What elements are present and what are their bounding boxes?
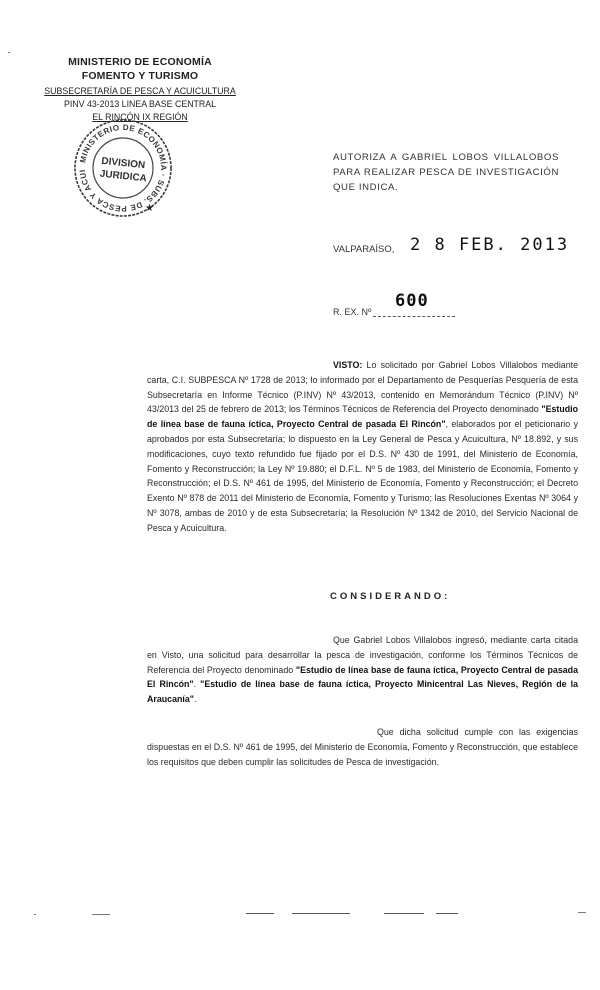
ministry-title: MINISTERIO DE ECONOMÍA [68, 56, 212, 68]
considerando-paragraph-1 [147, 633, 578, 707]
scan-speck [8, 52, 10, 53]
pinv-line: PINV 43-2013 LINEA BASE CENTRAL [63, 99, 217, 109]
bottom-rule [292, 913, 350, 914]
region-line: EL RINCÓN IX REGIÓN [92, 112, 188, 122]
visto-project-name: "Estudio de línea base de fauna íctica, Proyecto Central de pasada El Rincón" [147, 404, 578, 430]
scan-speck [92, 914, 110, 915]
visto-paragraph [147, 358, 578, 536]
visto-label: VISTO: [333, 360, 363, 370]
considerando-p1-end: . [193, 694, 197, 705]
stamp-seal-icon [57, 117, 189, 219]
bottom-rule [246, 913, 274, 914]
scan-speck [34, 914, 36, 915]
stamp-star-icon: ★ [145, 203, 154, 214]
stamp-line2: JURIDICA [99, 168, 148, 185]
considerando-heading: CONSIDERANDO: [330, 591, 451, 602]
subsecretaria-line: SUBSECRETARÍA DE PESCA Y ACUICULTURA [44, 86, 236, 96]
ministry-subtitle: FOMENTO Y TURISMO [81, 70, 199, 82]
visto-text-1: Lo solicitado por Gabriel Lobos Villalobos mediante carta, C.I. SUBPESCA Nº 1728 de 2013; lo informado por el Departamento de Pesquerías Pesquería de esta Subsecretaría en Informe Técnico (P.INV) Nº 43/2013, contenido en Memorándum Técnico (P.INV) Nº 43/2013 del 25 de febrero de 2013; los Términos Técnicos de Referencia del Proyecto denominado [147, 360, 578, 415]
considerando-p1-project-2: "Estudio de línea base de fauna íctica, Proyecto Minicentral Las Nieves, Región de la Araucanía" [147, 679, 578, 705]
stamp-ring-text: MINISTERIO DE ECONOMÍA · SUBS. DE PESCA Y ACUI [78, 122, 169, 214]
resolution-number-line [373, 316, 455, 317]
division-juridica-stamp [57, 117, 189, 219]
considerando-p1-project-1: "Estudio de línea base de fauna íctica, Proyecto Central de pasada El Rincón" [147, 664, 578, 690]
resolution-date: 2 8 FEB. 2013 [410, 235, 570, 255]
resolution-label: R. EX. Nº [333, 307, 372, 317]
visto-text-2: , elaborados por el peticionario y aprobados por esta Subsecretaría; lo dispuesto en la Ley General de Pesca y Acuicultura, Nº 18.892, y sus modificaciones, cuyo texto refundido fue fijado por el D.S. Nº 430 de 1991, del Ministerio de Economía, Fomento y Reconstrucción; la Ley Nº 19.880; el D.F.L. Nº 5 de 1983, del Ministerio de Economía, Fomento y Reconstrucción; el D.S. Nº 461 de 1995, del Ministerio de Economía, Fomento y Reconstrucción; el Decreto Exento Nº 878 de 2011 del Ministerio de Economía, Fomento y Turismo; las Resoluciones Exentas Nº 3064 y Nº 3078, ambas de 2010 y de esta Subsecretaría; la Resolución Nº 1342 de 2010, del Servicio Nacional de Pesca y Acuicultura. [147, 419, 578, 533]
resolution-subject: AUTORIZA A GABRIEL LOBOS VILLALOBOS PARA REALIZAR PESCA DE INVESTIGACIÓN QUE INDICA. [333, 152, 559, 193]
bottom-rule [436, 913, 458, 914]
considerando-p2-text: Que dicha solicitud cumple con las exigencias dispuestas en el D.S. Nº 461 de 1995, del Ministerio de Economía, Fomento y Reconstrucción, que establece los requisitos que deben cumplir las solicitudes de Pesca de investigación. [147, 727, 578, 767]
bottom-rule [384, 913, 424, 914]
considerando-p1-text: Que Gabriel Lobos Villalobos ingresó, mediante carta citada en Visto, una solicitud para desarrollar la pesca de investigación, conforme los Términos Técnicos de Referencia del Proyecto denominado [147, 635, 578, 675]
city-label: VALPARAÍSO, [333, 244, 395, 255]
considerando-p1-separator: . [193, 679, 201, 690]
stamp-line1: DIVISION [100, 155, 146, 172]
considerando-paragraph-2 [147, 725, 578, 769]
resolution-number: 600 [395, 291, 429, 311]
scan-speck [578, 912, 586, 913]
